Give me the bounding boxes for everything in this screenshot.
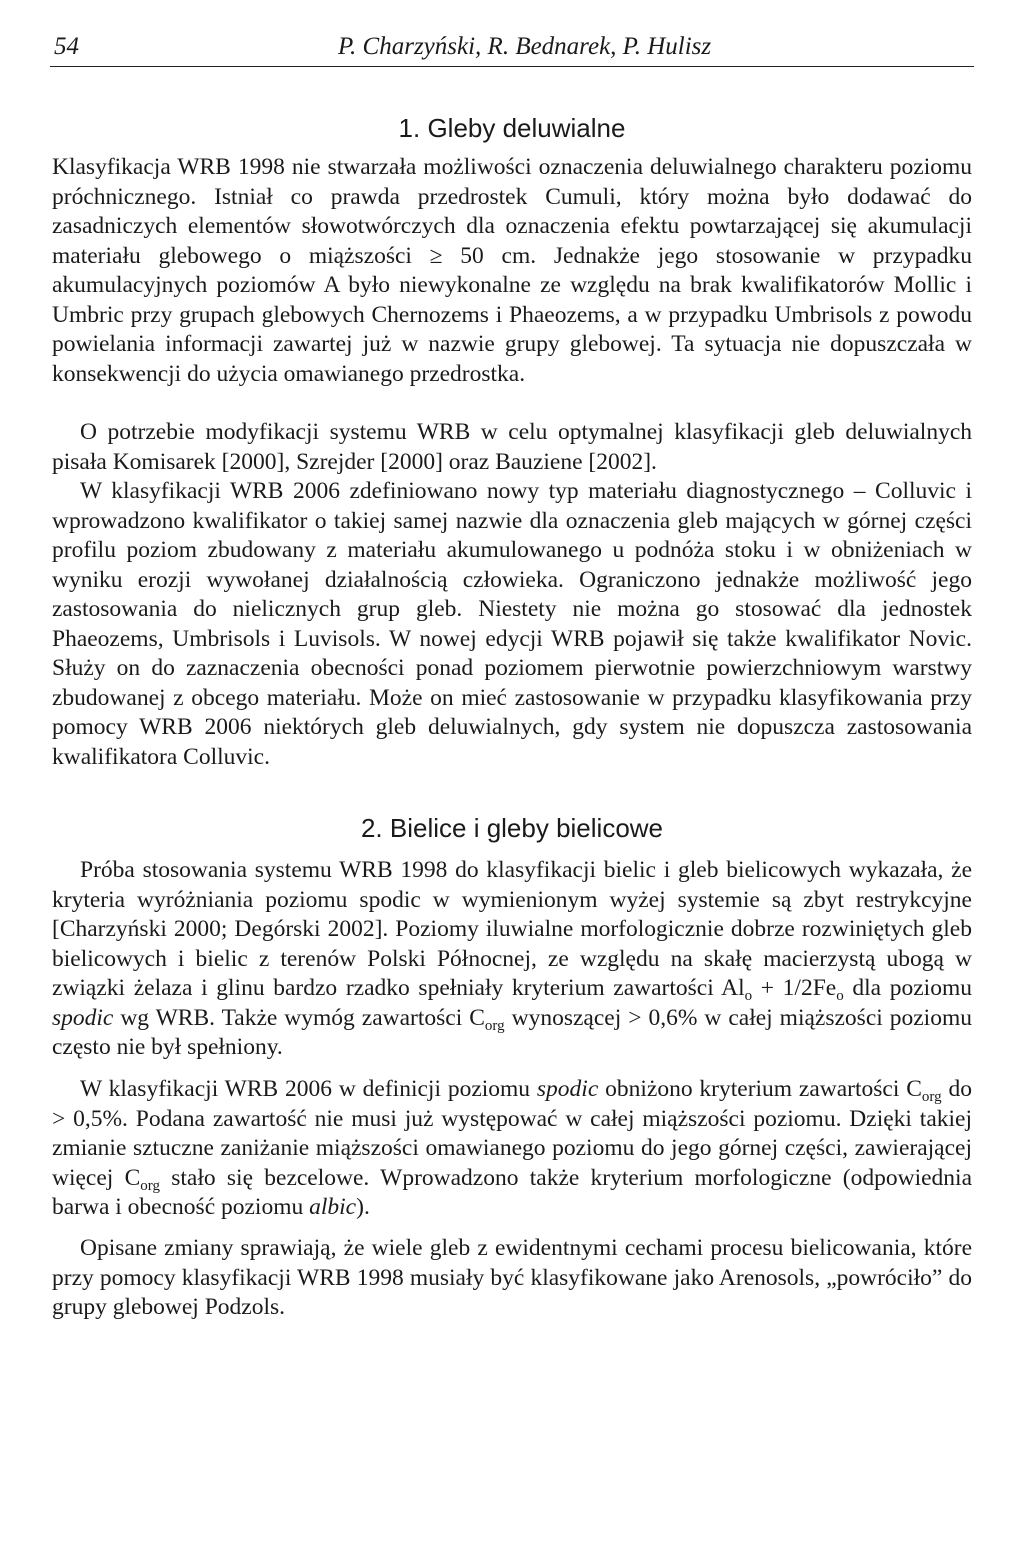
running-header — [50, 32, 974, 67]
paragraph-2-2: W klasyfikacji WRB 2006 w definicji poziomu spodic obniżono kryterium zawartości $C_{org}$ do > 0,5%. Podana zawartość nie musi już występować w całej miąższości poziomu. Dzięki takiej zmianie sztuczne zaniżanie miąższości omawianego poziomu do jego górnej części, zawierającej więcej $C_{org}$ stało się bezcelowe. Wprowadzono także kryterium morfologiczne (odpowiednia barwa i obecność poziomu albic). — [52, 1076, 972, 1220]
paragraph-1-2: O potrzebie modyfikacji systemu WRB w celu optymalnej klasyfikacji gleb deluwialnych pisała Komisarek [2000], Szrejder [2000] oraz Bauziene [2002]. — [52, 419, 972, 475]
paragraph-2-3: Opisane zmiany sprawiają, że wiele gleb z ewidentnymi cechami procesu bielicowania, które przy pomocy klasyfikacji WRB 1998 musiały być klasyfikowane jako Arenosols, „powróciło” do grupy glebowej Podzols. — [52, 1235, 972, 1320]
paragraph-2-1: Próba stosowania systemu WRB 1998 do klasyfikacji bielic i gleb bielicowych wykazała, że kryteria wyróżniania poziomu spodic w wymienionym wyżej systemie są zbyt restrykcyjne [Charzyński 2000; Degórski 2002]. Poziomy iluwialne morfologicznie dobrze rozwiniętych gleb bielicowych i bielic z terenów Polski Północnej, ze względu na skałę macierzystą ubogą w związki żelaza i glinu bardzo rzadko spełniały kryterium zawartości $Al_o + 1/2Fe_o$ dla poziomu spodic wg WRB. Także wymóg zawartości $C_{org}$ wynoszącej > 0,6% w całej miąższości poziomu często nie był spełniony. — [52, 857, 972, 1060]
paragraph-1-3: W klasyfikacji WRB 2006 zdefiniowano nowy typ materiału diagnostycznego – Colluvic i wprowadzono kwalifikator o takiej samej nazwie dla oznaczenia gleb mających w górnej części profilu poziom zbudowany z materiału akumulowanego u podnóża stoku i w obniżeniach w wyniku erozji wywołanej działalnością człowieka. Ograniczono jednakże możliwość jego zastosowania do nielicznych grup gleb. Niestety nie można go stosować dla jednostek Phaeozems, Umbrisols i Luvisols. W nowej edycji WRB pojawił się także kwalifikator Novic. Służy on do zaznaczenia obecności ponad poziomem pierwotnie powierzchniowym warstwy zbudowanej z obcego materiału. Może on mieć zastosowanie w przypadku klasyfikowania przy pomocy WRB 2006 niektórych gleb deluwialnych, gdy system nie dopuszcza zastosowania kwalifikatora Colluvic. — [52, 478, 972, 770]
section-heading-1: 1. Gleby deluwialne — [398, 113, 626, 143]
paragraph-1-1: Klasyfikacja WRB 1998 nie stwarzała możliwości oznaczenia deluwialnego charakteru poziomu próchnicznego. Istniał co prawda przedrostek Cumuli, który można było dodawać do zasadniczych elementów słowotwórczych dla oznaczenia efektu powtarzającej się akumulacji materiału glebowego o miąższości ≥ 50 cm. Jednakże jego stosowanie w przypadku akumulacyjnych poziomów A było niewykonalne ze względu na brak kwalifikatorów Mollic i Umbric przy grupach glebowych Chernozems i Phaeozems, a w przypadku Umbrisols z powodu powielania informacji zawartej już w nazwie grupy glebowej. Ta sytuacja nie dopuszczała w konsekwencji do użycia omawianego przedrostka. — [52, 154, 972, 387]
section-heading-2: 2. Bielice i gleby bielicowe — [360, 813, 664, 843]
page-number: 54 — [54, 33, 79, 60]
running-head-authors: P. Charzyński, R. Bednarek, P. Hulisz — [338, 33, 712, 60]
